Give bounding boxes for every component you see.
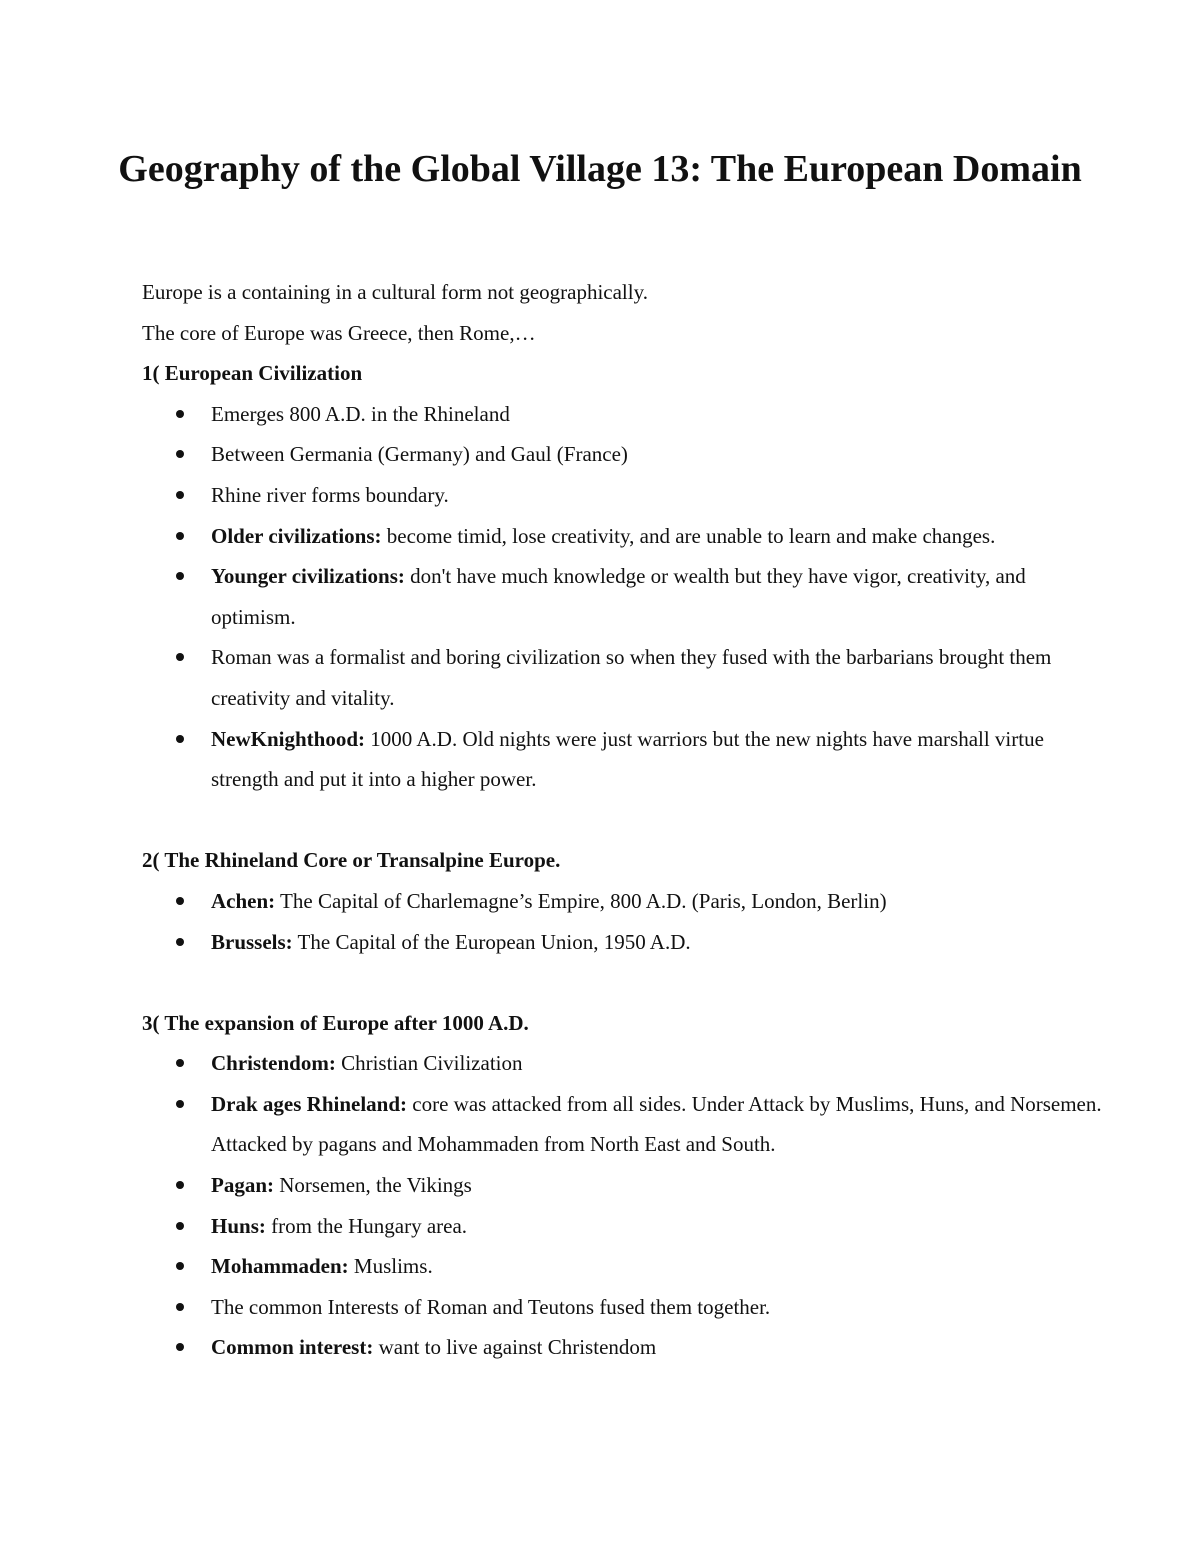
bullet-icon [176,897,184,905]
list-item [211,637,1102,718]
item-text: core was attacked from all sides. Under Attack by Muslims, Huns, and Norsemen. Attacked by pagans and Mohammaden from North East and South. [211,1091,1102,1157]
bullet-icon [176,1181,184,1189]
list-item [211,434,1102,475]
item-text: Rhine river forms boundary. [211,482,449,507]
item-term: Achen: [211,888,276,913]
bullet-icon [176,1100,184,1108]
bullet-icon [176,735,184,743]
list-item [211,1043,1102,1084]
section-spacer [142,962,1102,1003]
bullet-icon [176,1303,184,1311]
bullet-icon [176,532,184,540]
section-heading: 2( The Rhineland Core or Transalpine Europe. [142,848,561,873]
item-term: Pagan: [211,1173,274,1198]
item-text: The Capital of the European Union, 1950 A.D. [292,929,691,954]
section-heading: 3( The expansion of Europe after 1000 A.D. [142,1010,529,1035]
document-title: Geography of the Global Village 13: The European Domain [118,148,1082,190]
item-term: Mohammaden: [211,1254,349,1279]
item-text: Between Germania (Germany) and Gaul (France) [211,442,628,467]
item-text: Christian Civilization [335,1051,523,1076]
item-term: Huns: [211,1213,266,1238]
bullet-icon [176,410,184,418]
item-term: Younger civilizations: [211,564,405,589]
item-text: from the Hungary area. [265,1213,468,1238]
item-text: Norsemen, the Vikings [274,1173,472,1198]
list-item [211,394,1102,435]
section-heading: 1( European Civilization [142,361,363,386]
list-item [211,475,1102,516]
item-text: 1000 A.D. Old nights were just warriors but the new nights have marshall virtue strength and put it into a higher power. [211,726,1044,792]
item-text: want to live against Christendom [373,1335,657,1360]
list-item [211,1084,1102,1165]
list-item [211,1206,1102,1247]
item-text: don't have much knowledge or wealth but they have vigor, creativity, and optimism. [211,564,1026,629]
list-item [211,1165,1102,1206]
item-text: Emerges 800 A.D. in the Rhineland [211,401,510,426]
item-term: Common interest: [211,1335,374,1360]
bullet-list [142,394,1102,800]
bullet-icon [176,572,184,580]
intro-paragraph-2: The core of Europe was Greece, then Rome,… [142,320,536,345]
bullet-icon [176,1343,184,1351]
bullet-list [142,1043,1102,1368]
bullet-icon [176,450,184,458]
item-term: Christendom: [211,1051,336,1076]
bullet-icon [176,1262,184,1270]
section-spacer [142,800,1102,841]
document-body [142,272,1102,1368]
list-item [211,881,1102,922]
item-text: Muslims. [348,1254,433,1279]
item-term: NewKnighthood: [211,726,366,751]
bullet-icon [176,1222,184,1230]
bullet-icon [176,653,184,661]
item-text: become timid, lose creativity, and are unable to learn and make changes. [381,523,996,548]
list-item [211,1287,1102,1328]
list-item [211,922,1102,963]
list-item [211,516,1102,557]
bullet-list [142,881,1102,962]
intro-paragraph-1: Europe is a containing in a cultural form not geographically. [142,280,648,304]
item-term: Brussels: [211,929,293,954]
item-text: The common Interests of Roman and Teutons fused them together. [211,1294,771,1319]
list-item [211,1327,1102,1368]
item-text: The Capital of Charlemagne’s Empire, 800 A.D. (Paris, London, Berlin) [275,888,887,913]
list-item [211,719,1102,800]
item-text: Roman was a formalist and boring civilization so when they fused with the barbarians brought them creativity and vitality. [211,645,1052,710]
bullet-icon [176,491,184,499]
list-item [211,1246,1102,1287]
list-item [211,556,1102,637]
bullet-icon [176,1059,184,1067]
item-term: Drak ages Rhineland: [211,1091,408,1116]
item-term: Older civilizations: [211,523,382,548]
bullet-icon [176,938,184,946]
